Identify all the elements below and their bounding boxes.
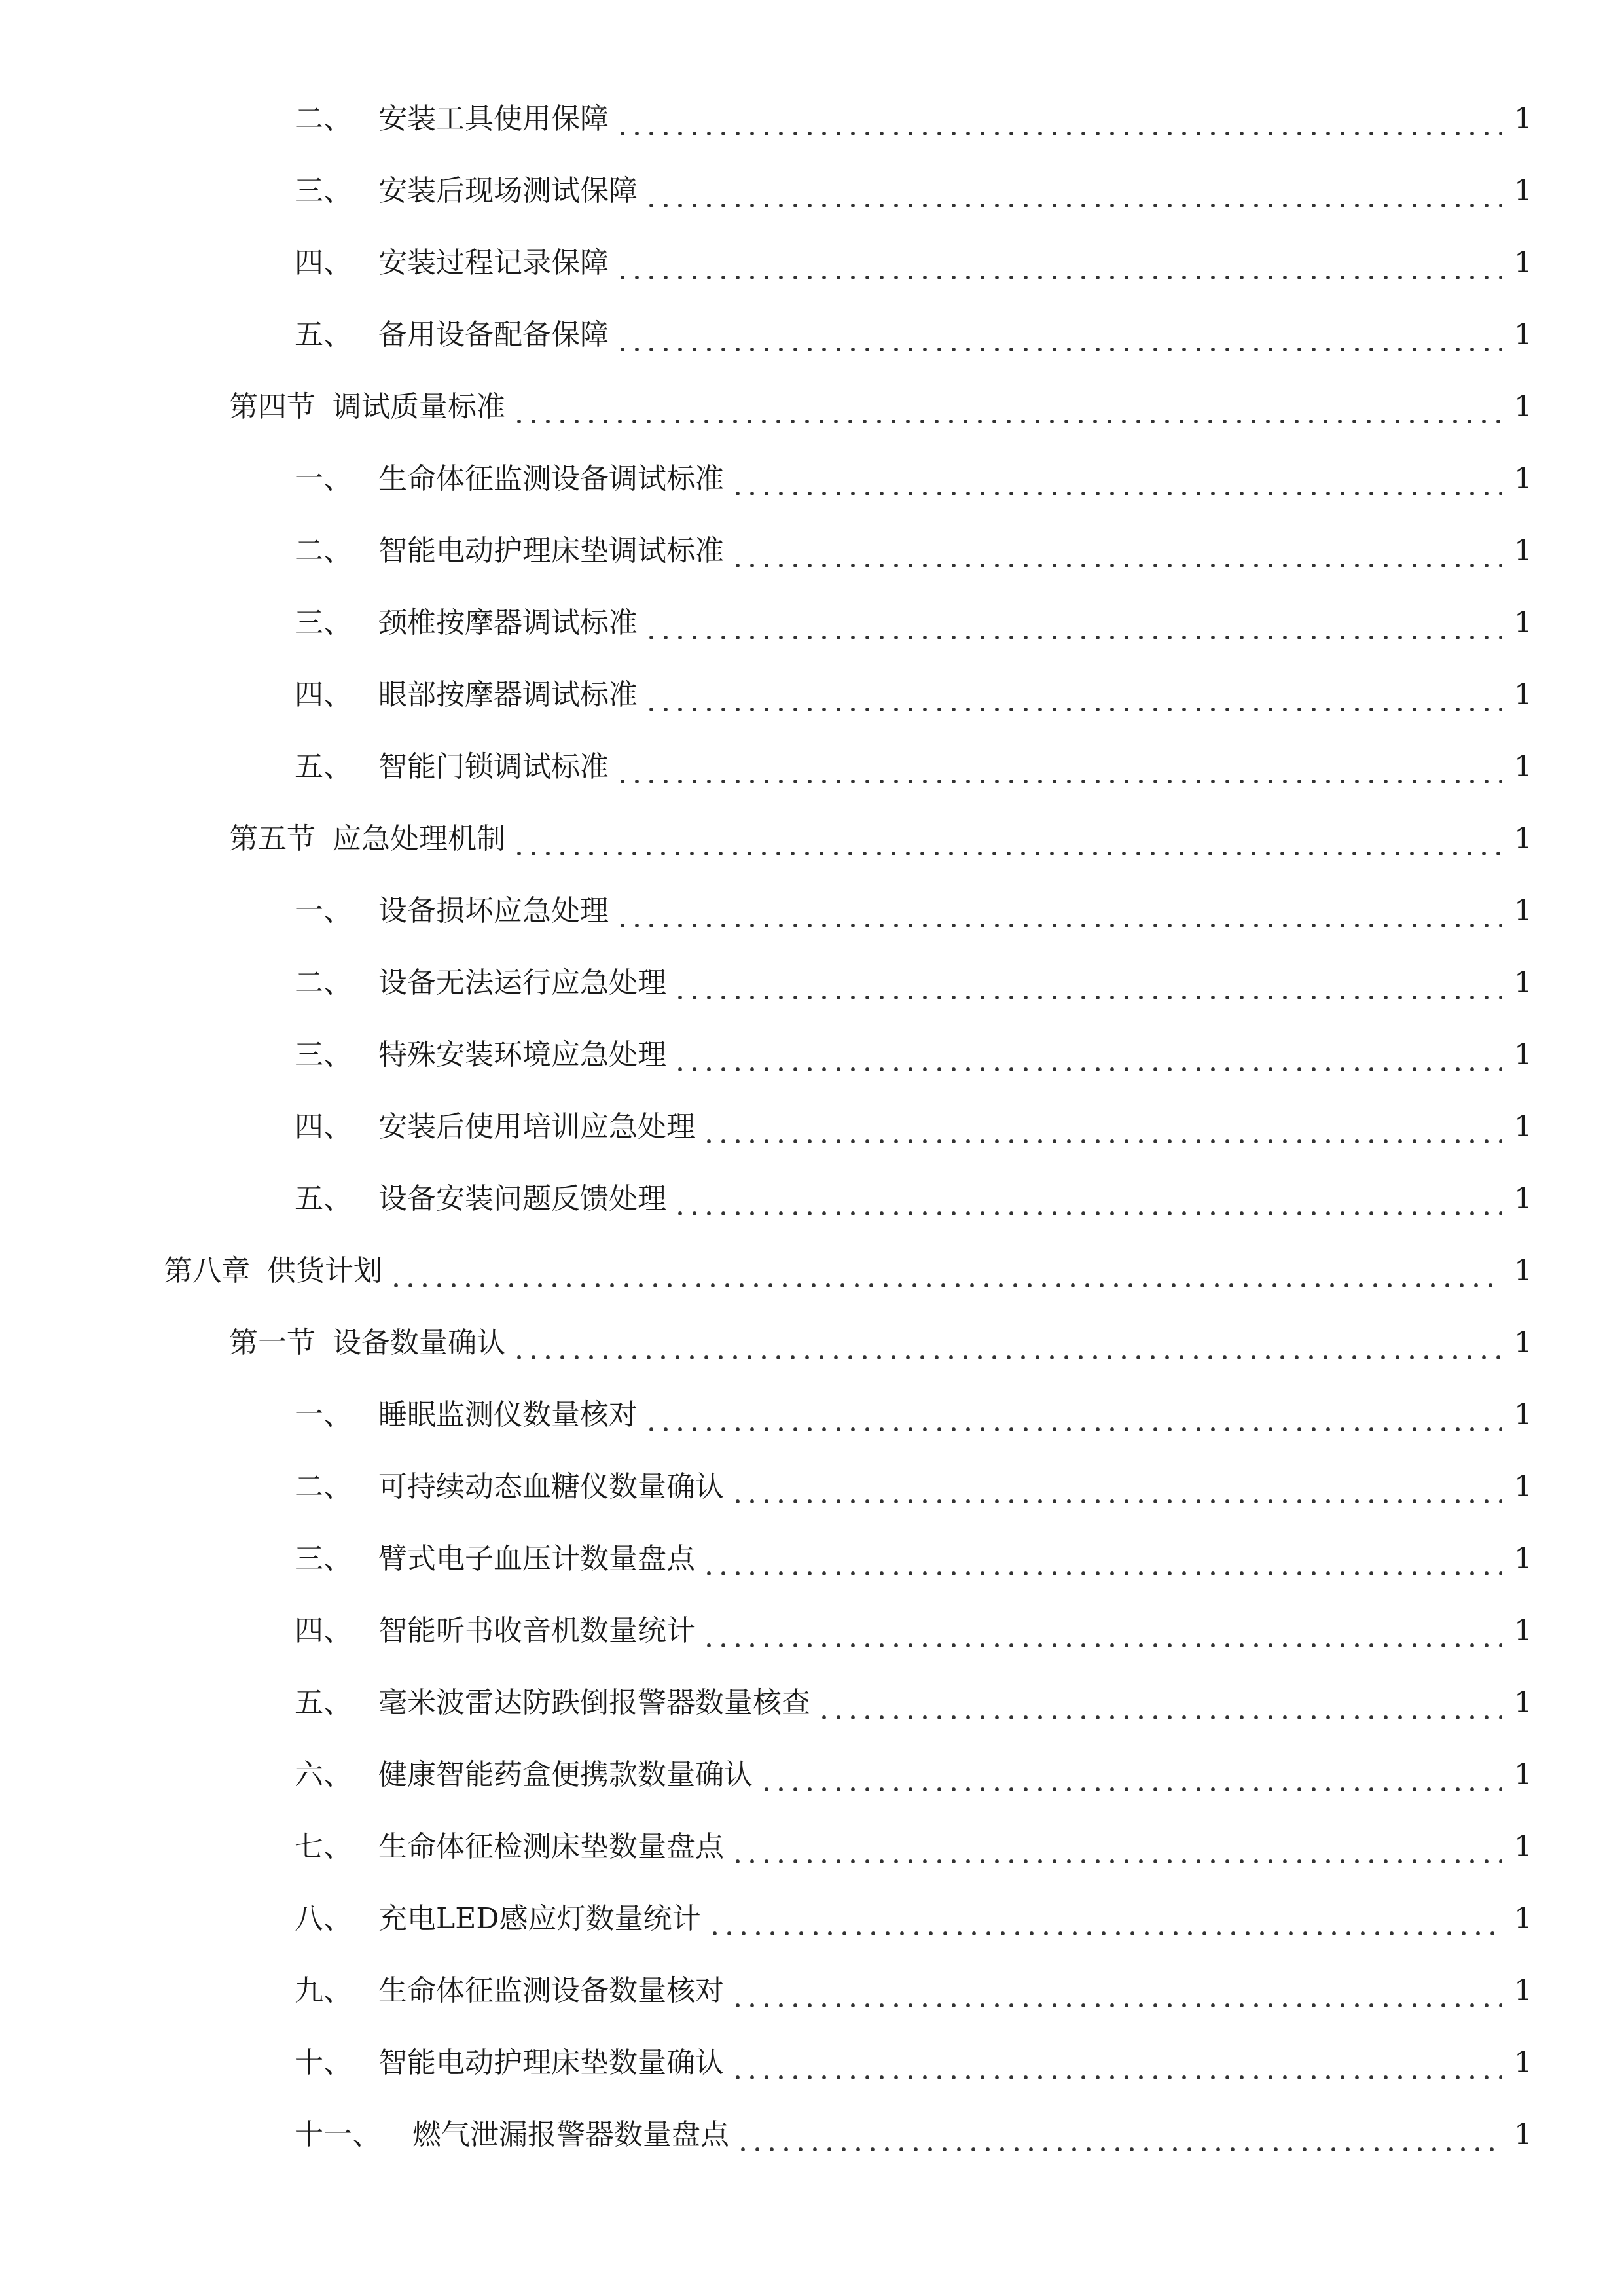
toc-entry-title: 设备安装问题反馈处理 bbox=[378, 1182, 666, 1215]
toc-entry-title: 充电LED感应灯数量统计 bbox=[378, 1902, 701, 1935]
toc-entry-number: 三、 bbox=[295, 1542, 352, 1575]
dot-leader bbox=[673, 1176, 1502, 1222]
toc-entry-number: 五、 bbox=[295, 1686, 352, 1719]
toc-entry[interactable] bbox=[295, 1176, 1532, 1222]
toc-entry-number: 四、 bbox=[295, 246, 352, 279]
toc-entry-number: 二、 bbox=[295, 534, 352, 567]
dot-leader bbox=[702, 1608, 1502, 1654]
dot-leader bbox=[702, 1536, 1502, 1582]
toc-entry-page: 1 bbox=[1514, 1758, 1532, 1791]
toc-entry[interactable] bbox=[229, 384, 1532, 430]
toc-entry[interactable] bbox=[295, 1896, 1532, 1942]
toc-entry-page: 1 bbox=[1514, 246, 1532, 279]
toc-entry-title: 智能门锁调试标准 bbox=[378, 750, 609, 783]
dot-leader bbox=[615, 744, 1502, 790]
toc-entry-number: 六、 bbox=[295, 1758, 352, 1791]
toc-entry-number: 四、 bbox=[295, 1110, 352, 1143]
toc-entry[interactable] bbox=[295, 1680, 1532, 1726]
toc-entry[interactable] bbox=[295, 240, 1532, 286]
toc-entry-page: 1 bbox=[1514, 1902, 1532, 1935]
toc-entry[interactable] bbox=[229, 1320, 1532, 1366]
dot-leader bbox=[615, 888, 1502, 934]
toc-entry[interactable] bbox=[295, 1032, 1532, 1078]
toc-entry-number: 十、 bbox=[295, 2046, 352, 2079]
dot-leader bbox=[702, 1104, 1502, 1150]
toc-entry[interactable] bbox=[164, 1248, 1532, 1294]
toc-entry-title: 安装过程记录保障 bbox=[378, 246, 609, 279]
toc-entry-title: 安装后现场测试保障 bbox=[378, 174, 638, 207]
dot-leader bbox=[673, 1032, 1502, 1078]
toc-entry[interactable] bbox=[295, 1536, 1532, 1582]
toc-entry-title: 设备数量确认 bbox=[333, 1326, 505, 1359]
toc-entry-number: 七、 bbox=[295, 1830, 352, 1863]
toc-entry-number: 第五节 bbox=[229, 822, 316, 855]
dot-leader bbox=[512, 816, 1502, 862]
toc-entry-title: 特殊安装环境应急处理 bbox=[378, 1038, 666, 1071]
toc-entry-title: 安装后使用培训应急处理 bbox=[378, 1110, 695, 1143]
toc-entry-number: 第一节 bbox=[229, 1326, 316, 1359]
toc-entry-title: 备用设备配备保障 bbox=[378, 318, 609, 351]
toc-entry-number: 一、 bbox=[295, 462, 352, 495]
dot-leader bbox=[615, 312, 1502, 358]
toc-entry-number: 三、 bbox=[295, 174, 352, 207]
toc-entry-page: 1 bbox=[1514, 534, 1532, 567]
toc-entry-number: 第四节 bbox=[229, 390, 316, 423]
toc-entry-page: 1 bbox=[1514, 102, 1532, 135]
toc-entry-number: 五、 bbox=[295, 318, 352, 351]
toc-entry[interactable] bbox=[295, 672, 1532, 718]
toc-entry-title: 生命体征监测设备调试标准 bbox=[378, 462, 724, 495]
toc-entry[interactable] bbox=[295, 1464, 1532, 1510]
dot-leader bbox=[731, 456, 1502, 502]
toc-entry-title: 应急处理机制 bbox=[333, 822, 505, 855]
toc-entry-number: 二、 bbox=[295, 102, 352, 135]
toc-entry-number: 一、 bbox=[295, 894, 352, 927]
toc-entry-page: 1 bbox=[1514, 1614, 1532, 1647]
toc-entry-title: 智能听书收音机数量统计 bbox=[378, 1614, 695, 1647]
toc-entry-page: 1 bbox=[1514, 1038, 1532, 1071]
toc-entry-page: 1 bbox=[1514, 2118, 1532, 2151]
toc-entry-page: 1 bbox=[1514, 174, 1532, 207]
toc-entry-number: 二、 bbox=[295, 1470, 352, 1503]
toc-entry-page: 1 bbox=[1514, 462, 1532, 495]
toc-entry[interactable] bbox=[295, 168, 1532, 214]
toc-entry[interactable] bbox=[295, 96, 1532, 142]
toc-entry[interactable] bbox=[295, 1392, 1532, 1438]
toc-entry-page: 1 bbox=[1514, 1830, 1532, 1863]
dot-leader bbox=[736, 2112, 1502, 2158]
toc-entry-page: 1 bbox=[1514, 1110, 1532, 1143]
toc-entry-page: 1 bbox=[1514, 318, 1532, 351]
dot-leader bbox=[731, 528, 1502, 574]
toc-entry-page: 1 bbox=[1514, 1326, 1532, 1359]
toc-entry-title: 生命体征检测床垫数量盘点 bbox=[378, 1830, 724, 1863]
toc-entry-page: 1 bbox=[1514, 1974, 1532, 2007]
toc-entry-page: 1 bbox=[1514, 1470, 1532, 1503]
toc-entry-title: 调试质量标准 bbox=[333, 390, 505, 423]
dot-leader bbox=[731, 1824, 1502, 1870]
dot-leader bbox=[615, 240, 1502, 286]
toc-entry-page: 1 bbox=[1514, 966, 1532, 999]
toc-entry-page: 1 bbox=[1514, 1182, 1532, 1215]
toc-entry-page: 1 bbox=[1514, 1254, 1532, 1287]
toc-entry[interactable] bbox=[295, 1104, 1532, 1150]
dot-leader bbox=[512, 1320, 1502, 1366]
toc-entry-title: 安装工具使用保障 bbox=[378, 102, 609, 135]
toc-entry[interactable] bbox=[229, 816, 1532, 862]
toc-entry[interactable] bbox=[295, 1824, 1532, 1870]
dot-leader bbox=[731, 2040, 1502, 2086]
toc-entry[interactable] bbox=[295, 600, 1532, 646]
dot-leader bbox=[389, 1248, 1502, 1294]
toc-entry-number: 一、 bbox=[295, 1398, 352, 1431]
toc-entry[interactable] bbox=[295, 1608, 1532, 1654]
toc-entry-page: 1 bbox=[1514, 678, 1532, 711]
dot-leader bbox=[731, 1968, 1502, 2014]
dot-leader bbox=[731, 1464, 1502, 1510]
toc-entry-number: 八、 bbox=[295, 1902, 352, 1935]
toc-entry-page: 1 bbox=[1514, 390, 1532, 423]
toc-entry-title: 眼部按摩器调试标准 bbox=[378, 678, 638, 711]
toc-entry[interactable] bbox=[295, 312, 1532, 358]
toc-entry[interactable] bbox=[295, 1752, 1532, 1798]
toc-entry-title: 颈椎按摩器调试标准 bbox=[378, 606, 638, 639]
toc-entry[interactable] bbox=[295, 960, 1532, 1006]
toc-entry[interactable] bbox=[295, 2040, 1532, 2086]
toc-entry-page: 1 bbox=[1514, 894, 1532, 927]
toc-entry-page: 1 bbox=[1514, 750, 1532, 783]
toc-entry-title: 毫米波雷达防跌倒报警器数量核查 bbox=[378, 1686, 810, 1719]
toc-entry-title: 设备无法运行应急处理 bbox=[378, 966, 666, 999]
toc-entry-title: 健康智能药盒便携款数量确认 bbox=[378, 1758, 753, 1791]
toc-entry-title: 设备损坏应急处理 bbox=[378, 894, 609, 927]
toc-entry-title: 供货计划 bbox=[267, 1254, 382, 1287]
toc-entry-title: 智能电动护理床垫调试标准 bbox=[378, 534, 724, 567]
toc-entry-number: 三、 bbox=[295, 606, 352, 639]
toc-entry-number: 第八章 bbox=[164, 1254, 250, 1287]
toc-entry-page: 1 bbox=[1514, 2046, 1532, 2079]
toc-entry[interactable] bbox=[295, 2112, 1532, 2158]
dot-leader bbox=[817, 1680, 1502, 1726]
toc-entry-number: 十一、 bbox=[295, 2118, 381, 2151]
dot-leader bbox=[759, 1752, 1502, 1798]
dot-leader bbox=[673, 960, 1502, 1006]
toc-entry-title: 燃气泄漏报警器数量盘点 bbox=[412, 2118, 729, 2151]
toc-entry-title: 可持续动态血糖仪数量确认 bbox=[378, 1470, 724, 1503]
toc-entry-page: 1 bbox=[1514, 1686, 1532, 1719]
toc-entry-page: 1 bbox=[1514, 606, 1532, 639]
toc-entry[interactable] bbox=[295, 888, 1532, 934]
toc-entry-number: 五、 bbox=[295, 750, 352, 783]
dot-leader bbox=[644, 168, 1502, 214]
toc-entry-number: 九、 bbox=[295, 1974, 352, 2007]
toc-entry-number: 三、 bbox=[295, 1038, 352, 1071]
dot-leader bbox=[644, 600, 1502, 646]
toc-entry[interactable] bbox=[295, 744, 1532, 790]
dot-leader bbox=[708, 1896, 1502, 1942]
toc-entry[interactable] bbox=[295, 1968, 1532, 2014]
toc-entry-number: 四、 bbox=[295, 678, 352, 711]
toc-entry-title: 臂式电子血压计数量盘点 bbox=[378, 1542, 695, 1575]
dot-leader bbox=[512, 384, 1502, 430]
toc-entry[interactable] bbox=[295, 456, 1532, 502]
toc-entry[interactable] bbox=[295, 528, 1532, 574]
toc-entry-title: 智能电动护理床垫数量确认 bbox=[378, 2046, 724, 2079]
toc-entry-number: 四、 bbox=[295, 1614, 352, 1647]
dot-leader bbox=[644, 672, 1502, 718]
toc-entry-number: 二、 bbox=[295, 966, 352, 999]
dot-leader bbox=[615, 96, 1502, 142]
toc-entry-title: 生命体征监测设备数量核对 bbox=[378, 1974, 724, 2007]
toc-entry-number: 五、 bbox=[295, 1182, 352, 1215]
toc-entry-page: 1 bbox=[1514, 1542, 1532, 1575]
dot-leader bbox=[644, 1392, 1502, 1438]
toc-entry-page: 1 bbox=[1514, 1398, 1532, 1431]
toc-entry-title: 睡眠监测仪数量核对 bbox=[378, 1398, 638, 1431]
toc-entry-page: 1 bbox=[1514, 822, 1532, 855]
